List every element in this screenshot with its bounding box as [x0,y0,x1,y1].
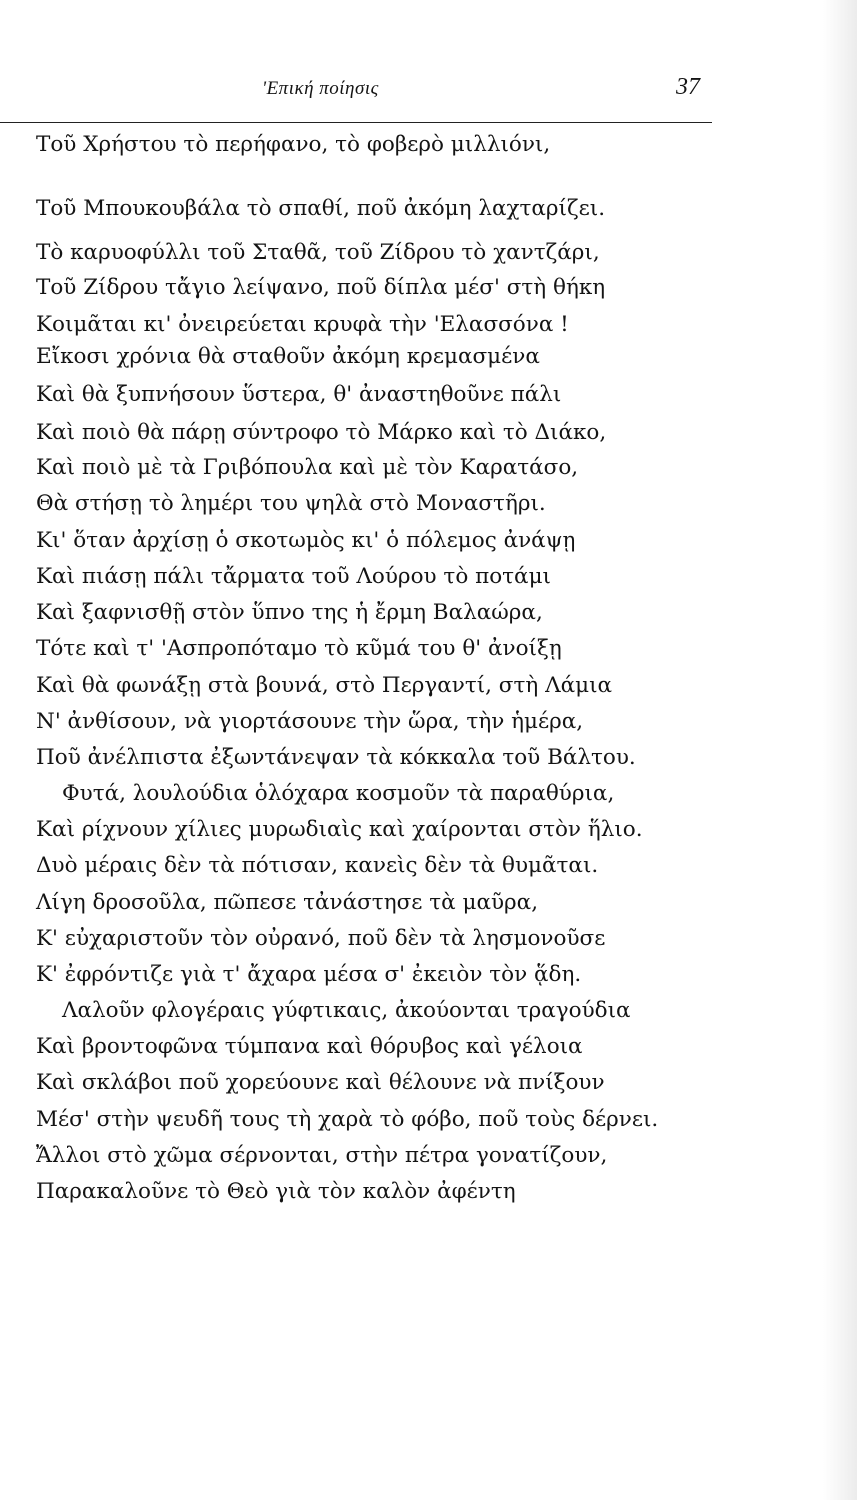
poem-line: Ποῦ ἀνέλπιστα ἐξωντάνεψαν τὰ κόκκαλα τοῦ Βάλτου. [36,745,636,770]
poem-line: Λίγη δροσοῦλα, πῶπεσε τἀνάστησε τὰ μαῦρα, [36,890,539,915]
poem-line: Εἴκοσι χρόνια θὰ σταθοῦν ἀκόμη κρεμασμένα [36,344,540,369]
running-title: 'Επική ποίησις [262,78,379,99]
page-edge-shadow [823,0,857,1500]
poem-line: Καὶ πιάσῃ πάλι τἄρματα τοῦ Λούρου τὸ ποτάμι [36,564,551,589]
poem-line: Τότε καὶ τ' 'Ασπροπόταμο τὸ κῦμά του θ' ἀνοίξῃ [36,636,562,661]
page-number: 37 [676,74,700,100]
poem-line: Λαλοῦν φλογέραις γύφτικαις, ἀκούονται τραγούδια [62,998,631,1023]
poem-line: Δυὸ μέραις δὲν τὰ πότισαν, κανεὶς δὲν τὰ θυμᾶται. [36,853,599,878]
poem-line: Καὶ ποιὸ μὲ τὰ Γριβόπουλα καὶ μὲ τὸν Καρατάσο, [36,455,579,480]
poem-line: Κ' ἐφρόντιζε γιὰ τ' ἄχαρα μέσα σ' ἐκειὸν τὸν ᾅδη. [36,962,582,987]
poem-line: Τοῦ Χρήστου τὸ περήφανο, τὸ φοβερὸ μιλλιόνι, [36,132,551,157]
poem-line: Καὶ σκλάβοι ποῦ χορεύουνε καὶ θέλουνε νὰ πνίξουν [36,1070,605,1095]
page-header [0,74,857,108]
header-rule [0,122,712,123]
poem-line: Καὶ ξαφνισθῇ στὸν ὕπνο της ἡ ἔρμη Βαλαώρα, [36,600,543,625]
poem-line: Τὸ καρυοφύλλι τοῦ Σταθᾶ, τοῦ Ζίδρου τὸ χαντζάρι, [36,240,600,265]
poem-line: Τοῦ Ζίδρου τἄγιο λείψανο, ποῦ δίπλα μέσ' στὴ θήκη [36,275,606,300]
poem-line: Ἄλλοι στὸ χῶμα σέρνονται, στὴν πέτρα γονατίζουν, [36,1143,608,1168]
poem-line: Θὰ στήσῃ τὸ λημέρι του ψηλὰ στὸ Μοναστῆρι. [36,491,546,516]
poem-line: Φυτά, λουλούδια ὁλόχαρα κοσμοῦν τὰ παραθύρια, [62,781,615,806]
poem-line: Τοῦ Μπουκουβάλα τὸ σπαθί, ποῦ ἀκόμη λαχταρίζει. [36,196,606,221]
poem-line: Κοιμᾶται κι' ὀνειρεύεται κρυφὰ τὴν 'Ελασσόνα ! [36,312,569,337]
poem-line: Κι' ὅταν ἀρχίσῃ ὁ σκοτωμὸς κι' ὁ πόλεμος ἀνάψῃ [36,528,576,553]
poem-line: Καὶ βροντοφῶνα τύμπανα καὶ θόρυβος καὶ γέλοια [36,1034,583,1059]
poem-line: Καὶ θὰ ξυπνήσουν ὕστερα, θ' ἀναστηθοῦνε πάλι [36,382,562,407]
poem-line: Καὶ ρίχνουν χίλιες μυρωδιαὶς καὶ χαίρονται στὸν ἥλιο. [36,817,643,842]
poem-line: Καὶ θὰ φωνάξῃ στὰ βουνά, στὸ Περγαντί, στὴ Λάμια [36,673,613,698]
poem-line: Κ' εὐχαριστοῦν τὸν οὐρανό, ποῦ δὲν τὰ λησμονοῦσε [36,926,606,951]
poem-line: Παρακαλοῦνε τὸ Θεὸ γιὰ τὸν καλὸν ἀφέντη [36,1179,516,1204]
poem-line: Μέσ' στὴν ψευδῆ τους τὴ χαρὰ τὸ φόβο, ποῦ τοὺς δέρνει. [36,1107,659,1132]
poem-line: Καὶ ποιὸ θὰ πάρῃ σύντροφο τὸ Μάρκο καὶ τὸ Διάκο, [36,420,607,445]
poem-line: Ν' ἀνθίσουν, νὰ γιορτάσουνε τὴν ὥρα, τὴν ἡμέρα, [36,709,584,734]
